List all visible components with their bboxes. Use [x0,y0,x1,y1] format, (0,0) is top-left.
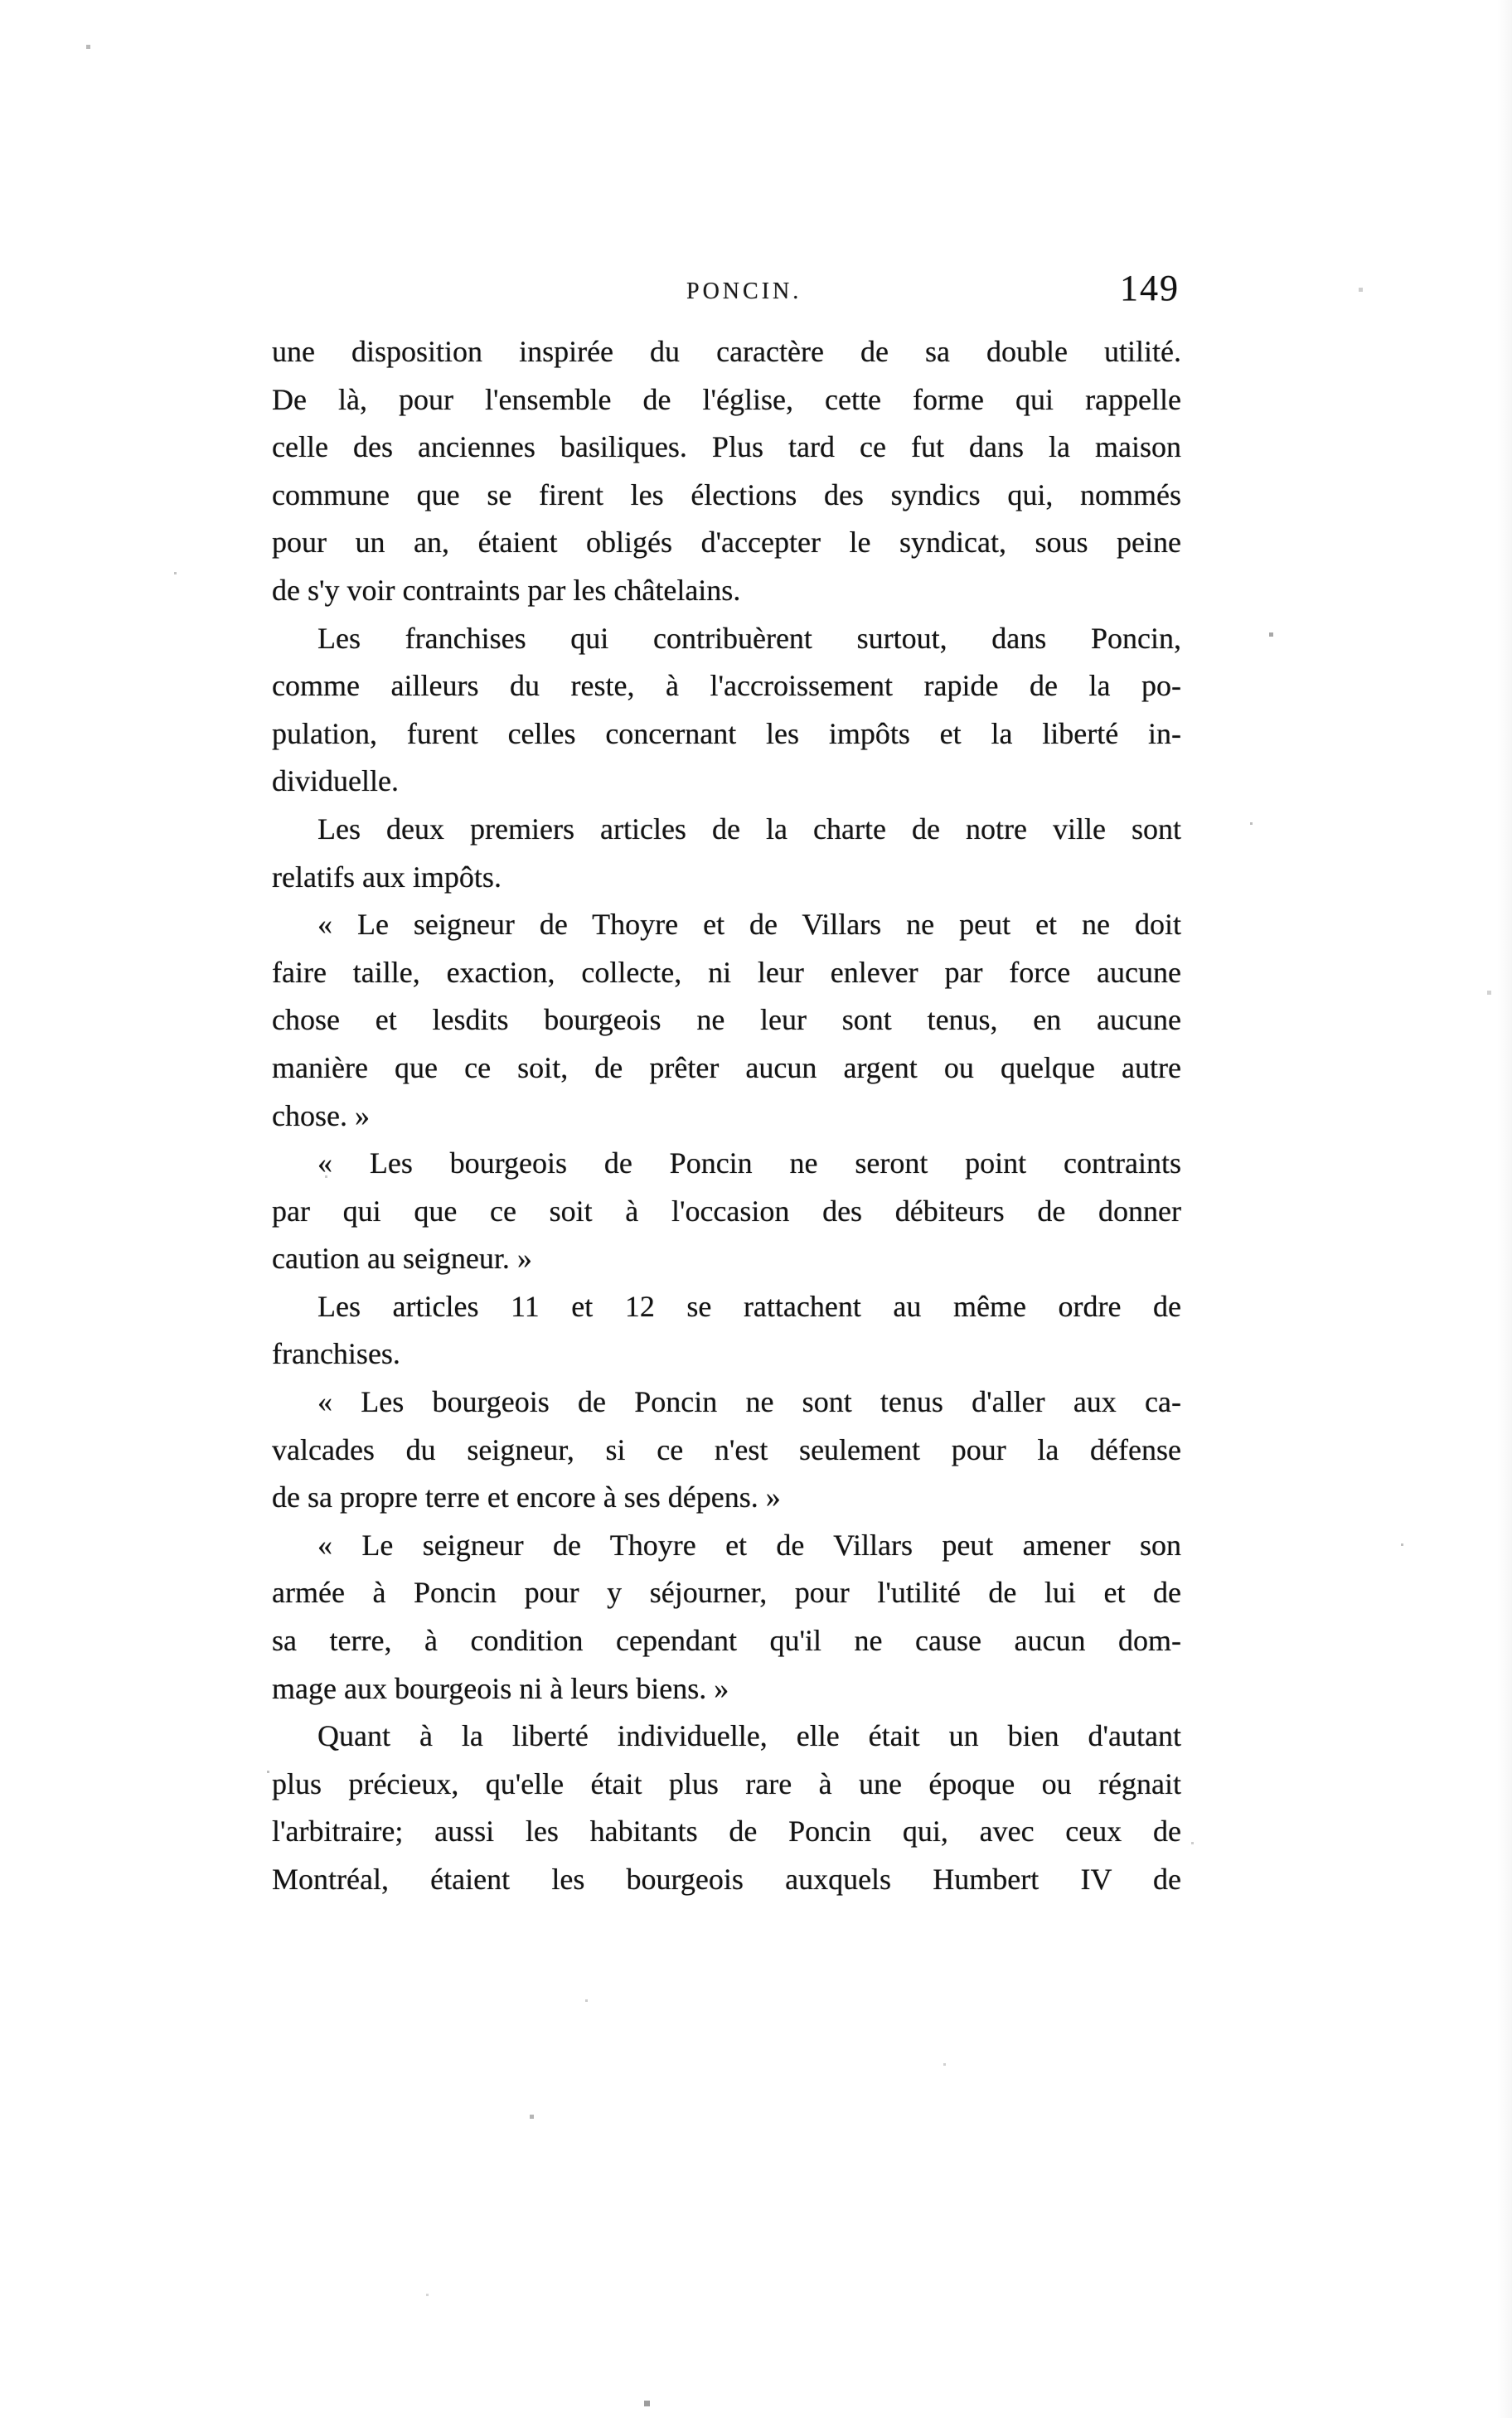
text-line: chose. » [272,1098,370,1132]
text-line: « Le seigneur de Thoyre et de Villars ne peut et ne doit [317,908,1181,942]
text-line: De là, pour l'ensemble de l'église, cette forme qui rappelle [272,382,1181,416]
text-line: comme ailleurs du reste, à l'accroissement rapide de la po- [272,669,1181,703]
text-line: sa terre, à condition cependant qu'il ne cause aucun dom- [272,1624,1181,1658]
text-line: chose et lesdits bourgeois ne leur sont tenus, en aucune [272,1003,1181,1037]
text-line: valcades du seigneur, si ce n'est seulement pour la défense [272,1432,1181,1466]
text-line: « Le seigneur de Thoyre et de Villars peut amener son [317,1528,1181,1562]
text-line: « Les bourgeois de Poncin ne sont tenus d'aller aux ca- [317,1385,1181,1419]
body-text [272,328,1181,1904]
text-line: Montréal, étaient les bourgeois auxquels Humbert IV de [272,1863,1181,1896]
text-line: armée à Poncin pour y séjourner, pour l'utilité de lui et de [272,1576,1181,1610]
text-line: franchises. [272,1337,400,1371]
text-line: « Les bourgeois de Poncin ne seront point contraints [317,1146,1181,1180]
text-line: mage aux bourgeois ni à leurs biens. » [272,1671,729,1705]
text-line: par qui que ce soit à l'occasion des débiteurs de donner [272,1194,1181,1228]
running-title: PONCIN. [686,279,802,304]
text-line: Les articles 11 et 12 se rattachent au même ordre de [317,1289,1181,1323]
text-line: Les franchises qui contribuèrent surtout, dans Poncin, [317,621,1181,655]
text-line: commune que se firent les élections des syndics qui, nommés [272,477,1181,511]
text-line: celle des anciennes basiliques. Plus tard ce fut dans la maison [272,430,1181,464]
text-line: de sa propre terre et encore à ses dépens. » [272,1480,781,1514]
text-line: Quant à la liberté individuelle, elle était un bien d'autant [317,1719,1181,1753]
text-line: caution au seigneur. » [272,1242,532,1276]
text-line: manière que ce soit, de prêter aucun argent ou quelque autre [272,1050,1181,1084]
text-line: de s'y voir contraints par les châtelains. [272,573,741,607]
text-line: plus précieux, qu'elle était plus rare à une époque ou régnait [272,1766,1181,1800]
text-line: dividuelle. [272,764,399,798]
text-line: faire taille, exaction, collecte, ni leur enlever par force aucune [272,955,1181,989]
text-line: relatifs aux impôts. [272,860,502,894]
text-line: une disposition inspirée du caractère de sa double utilité. [272,335,1181,368]
text-line: pulation, furent celles concernant les impôts et la liberté in- [272,716,1181,750]
scan-noise-specks [0,0,2,2]
text-line: pour un an, étaient obligés d'accepter le syndicat, sous peine [272,526,1181,560]
text-line: l'arbitraire; aussi les habitants de Poncin qui, avec ceux de [272,1815,1181,1849]
page-number: 149 [1120,268,1180,308]
text-line: Les deux premiers articles de la charte de notre ville sont [317,812,1181,846]
